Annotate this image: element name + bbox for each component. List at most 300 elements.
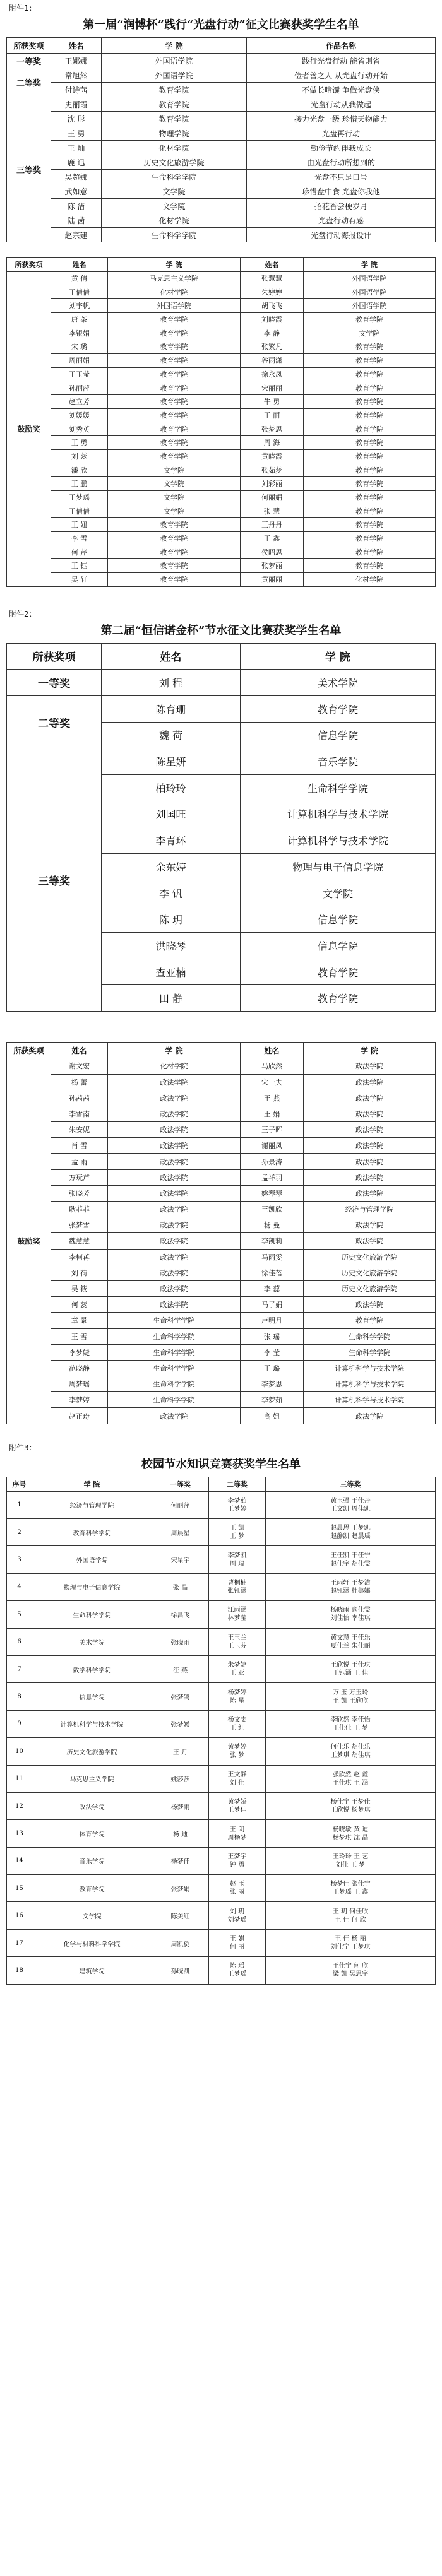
student-name: 李梦婕 bbox=[51, 1344, 108, 1360]
table-row bbox=[7, 213, 436, 228]
student-name: 李 雪 bbox=[51, 531, 108, 545]
student-name: 魏慧慧 bbox=[51, 1233, 108, 1249]
college-name: 文学院 bbox=[241, 880, 436, 906]
header-work: 作品名称 bbox=[247, 38, 436, 54]
college-name: 政法学院 bbox=[304, 1122, 436, 1138]
student-name: 钟 勇 bbox=[229, 1861, 245, 1869]
college-name: 美术学院 bbox=[32, 1628, 152, 1655]
table-row bbox=[7, 326, 436, 340]
student-name: 王佳琪 王 涵 bbox=[332, 1779, 369, 1787]
row-number: 5 bbox=[7, 1601, 32, 1628]
first-prize-name: 周凯旋 bbox=[152, 1929, 209, 1956]
college-name: 政法学院 bbox=[108, 1408, 241, 1424]
student-name: 李柯苒 bbox=[51, 1249, 108, 1265]
third-prize-names bbox=[266, 1738, 436, 1765]
student-name: 李银娟 bbox=[51, 326, 108, 340]
student-name: 王梦琪 胡佳琪 bbox=[330, 1752, 371, 1759]
college-name: 教育学院 bbox=[304, 367, 436, 381]
work-title: 光盘不只是口号 bbox=[247, 170, 436, 184]
student-name: 刘媛媛 bbox=[51, 408, 108, 422]
student-name: 王 钰 bbox=[51, 559, 108, 573]
college-name: 生命科学学院 bbox=[304, 1328, 436, 1344]
student-name: 肖 雪 bbox=[51, 1138, 108, 1154]
college-name: 教育学院 bbox=[108, 559, 241, 573]
row-number: 6 bbox=[7, 1628, 32, 1655]
table-row bbox=[7, 1313, 436, 1328]
student-name: 王 璐 bbox=[241, 1360, 304, 1376]
row-number: 1 bbox=[7, 1491, 32, 1518]
third-prize-names bbox=[266, 1957, 436, 1984]
award-cell: 鼓励奖 bbox=[7, 1058, 51, 1424]
table-row bbox=[7, 340, 436, 354]
third-prize-names bbox=[266, 1765, 436, 1792]
student-name: 李雪南 bbox=[51, 1106, 108, 1121]
table-row bbox=[7, 490, 436, 504]
college-name: 教育学院 bbox=[108, 353, 241, 367]
second-prize-names bbox=[209, 1683, 266, 1710]
college-name: 美术学院 bbox=[241, 670, 436, 696]
table-row bbox=[7, 184, 436, 199]
student-name: 陈 洁 bbox=[51, 199, 102, 213]
student-name: 刘佳 王 梦 bbox=[335, 1861, 366, 1869]
college-name: 教育学院 bbox=[241, 959, 436, 985]
third-prize-names bbox=[266, 1683, 436, 1710]
header-third: 三等奖 bbox=[266, 1477, 436, 1491]
table-row bbox=[7, 1169, 436, 1185]
student-name: 卢明月 bbox=[241, 1313, 304, 1328]
student-name: 刘 玥 bbox=[229, 1908, 245, 1915]
student-name: 鹿 迅 bbox=[51, 155, 102, 170]
table-row bbox=[7, 1491, 436, 1518]
student-name: 王丹丹 bbox=[241, 518, 304, 532]
college-name: 教育学院 bbox=[304, 312, 436, 326]
second-prize-names bbox=[209, 1738, 266, 1765]
table-row bbox=[7, 1392, 436, 1408]
student-name: 王倩倩 bbox=[51, 504, 108, 518]
student-name: 杨 曼 bbox=[241, 1217, 304, 1233]
student-name: 潘 欣 bbox=[51, 463, 108, 477]
student-name: 王 梦 bbox=[229, 1533, 245, 1540]
row-number: 18 bbox=[7, 1957, 32, 1984]
student-name: 王 凯 王欣欣 bbox=[332, 1697, 369, 1705]
student-name: 吴超娜 bbox=[51, 170, 102, 184]
table-row bbox=[7, 1106, 436, 1121]
student-name: 陈 瑶 bbox=[229, 1963, 245, 1970]
header-award: 所获奖项 bbox=[7, 643, 102, 670]
first-prize-name: 陈美红 bbox=[152, 1902, 209, 1929]
student-name: 孙茜茜 bbox=[51, 1090, 108, 1106]
college-name: 文学院 bbox=[108, 504, 241, 518]
college-name: 教育学院 bbox=[304, 518, 436, 532]
college-name: 外国语学院 bbox=[102, 54, 247, 68]
student-name: 李欣然 李佳怡 bbox=[330, 1716, 371, 1723]
college-name: 历史文化旅游学院 bbox=[32, 1738, 152, 1765]
table-row bbox=[7, 670, 436, 696]
row-number: 17 bbox=[7, 1929, 32, 1956]
third-prize-names bbox=[266, 1628, 436, 1655]
table-row bbox=[7, 477, 436, 491]
college-name: 政法学院 bbox=[304, 1138, 436, 1154]
college-name: 生命科学学院 bbox=[108, 1360, 241, 1376]
table-row bbox=[7, 408, 436, 422]
student-name: 朱安妮 bbox=[51, 1122, 108, 1138]
student-name: 马子娟 bbox=[241, 1297, 304, 1313]
student-name: 王梦瑶 bbox=[227, 1971, 247, 1978]
student-name: 刘国旺 bbox=[102, 801, 241, 827]
student-name: 王 朗 bbox=[229, 1826, 245, 1833]
college-name: 政法学院 bbox=[304, 1106, 436, 1121]
student-name: 李凯莉 bbox=[241, 1233, 304, 1249]
header-college: 学 院 bbox=[241, 643, 436, 670]
student-name: 李梦茹 bbox=[227, 1497, 247, 1504]
student-name: 赵宗建 bbox=[51, 228, 102, 242]
table-row bbox=[7, 504, 436, 518]
college-name: 化学与材料科学学院 bbox=[32, 1929, 152, 1956]
award-cell: 二等奖 bbox=[7, 695, 102, 748]
attachment-label-3: 附件3： bbox=[9, 1443, 37, 1452]
college-name: 音乐学院 bbox=[32, 1847, 152, 1874]
student-name: 杨 蕾 bbox=[51, 1074, 108, 1090]
college-name: 历史文化旅游学院 bbox=[304, 1265, 436, 1280]
college-name: 计算机科学与技术学院 bbox=[241, 801, 436, 827]
student-name: 范晓静 bbox=[51, 1360, 108, 1376]
second-prize-names bbox=[209, 1628, 266, 1655]
row-number: 11 bbox=[7, 1765, 32, 1792]
college-name: 教育学院 bbox=[304, 353, 436, 367]
college-name: 政法学院 bbox=[108, 1074, 241, 1090]
essay-award-table-1 bbox=[6, 37, 436, 242]
student-name: 李 静 bbox=[241, 326, 304, 340]
student-name: 李梦凯 bbox=[227, 1552, 247, 1559]
student-name: 王梦婷 bbox=[227, 1505, 247, 1513]
college-name: 教育学院 bbox=[304, 394, 436, 408]
student-name: 刘 荷 bbox=[51, 1265, 108, 1280]
section-title-1: 第一届“润博杯”践行“光盘行动”征文比赛获奖学生名单 bbox=[83, 18, 359, 32]
water-essay-table bbox=[6, 643, 436, 1012]
student-name: 王佳佳 王 梦 bbox=[332, 1724, 369, 1732]
table-row bbox=[7, 353, 436, 367]
quiz-award-table bbox=[6, 1477, 436, 1985]
college-name: 物理学院 bbox=[102, 126, 247, 141]
student-name: 周 瑞 bbox=[229, 1560, 245, 1568]
college-name: 外国语学院 bbox=[102, 68, 247, 83]
student-name: 张 梦 bbox=[229, 1752, 245, 1759]
table-row bbox=[7, 1217, 436, 1233]
header-award: 所获奖项 bbox=[7, 258, 51, 272]
college-name: 文学院 bbox=[304, 326, 436, 340]
college-name: 教育学院 bbox=[304, 463, 436, 477]
second-prize-names bbox=[209, 1957, 266, 1984]
college-name: 生命科学学院 bbox=[32, 1601, 152, 1628]
student-name: 张慧慧 bbox=[241, 271, 304, 285]
student-name: 王 玥 何佳欣 bbox=[332, 1908, 369, 1915]
row-number: 9 bbox=[7, 1710, 32, 1737]
student-name: 张 丽 bbox=[229, 1889, 245, 1896]
header-college: 学 院 bbox=[108, 258, 241, 272]
student-name: 吴 轩 bbox=[51, 572, 108, 586]
college-name: 化材学院 bbox=[108, 1058, 241, 1074]
college-name: 政法学院 bbox=[304, 1058, 436, 1074]
award-cell: 一等奖 bbox=[7, 54, 51, 68]
college-name: 教育学院 bbox=[108, 312, 241, 326]
student-name: 王 勇 bbox=[51, 126, 102, 141]
award-cell: 二等奖 bbox=[7, 68, 51, 97]
table-row bbox=[7, 1683, 436, 1710]
college-name: 教育学院 bbox=[108, 394, 241, 408]
student-name: 杨晓敏 黄 迪 bbox=[332, 1826, 369, 1833]
first-prize-name: 宋星宇 bbox=[152, 1546, 209, 1573]
table-row bbox=[7, 1929, 436, 1956]
student-name: 杨文雯 bbox=[227, 1716, 247, 1723]
table-row bbox=[7, 1297, 436, 1313]
table-row bbox=[7, 1601, 436, 1628]
work-title: 不做长啃馕 争做光盘侠 bbox=[247, 83, 436, 97]
college-name: 政法学院 bbox=[32, 1792, 152, 1819]
student-name: 张茹梦 bbox=[241, 463, 304, 477]
encouragement-table-1 bbox=[6, 257, 436, 587]
header-name: 姓名 bbox=[102, 643, 241, 670]
college-name: 生命科学学院 bbox=[102, 170, 247, 184]
student-name: 刘宇帆 bbox=[51, 299, 108, 313]
student-name: 李梦茹 bbox=[241, 1392, 304, 1408]
table-row bbox=[7, 435, 436, 449]
student-name: 王玲玲 王 艺 bbox=[332, 1853, 369, 1860]
table-row bbox=[7, 394, 436, 408]
student-name: 徐永凤 bbox=[241, 367, 304, 381]
college-name: 政法学院 bbox=[108, 1138, 241, 1154]
header-first: 一等奖 bbox=[152, 1477, 209, 1491]
first-prize-name: 孙晓凯 bbox=[152, 1957, 209, 1984]
first-prize-name: 杨梦佳 bbox=[152, 1847, 209, 1874]
college-name: 信息学院 bbox=[241, 933, 436, 959]
row-number: 13 bbox=[7, 1820, 32, 1847]
table-row bbox=[7, 68, 436, 83]
college-name: 政法学院 bbox=[108, 1106, 241, 1121]
third-prize-names bbox=[266, 1847, 436, 1874]
first-prize-name: 王 月 bbox=[152, 1738, 209, 1765]
college-name: 教育学院 bbox=[304, 504, 436, 518]
header-no: 序号 bbox=[7, 1477, 32, 1491]
row-number: 12 bbox=[7, 1792, 32, 1819]
student-name: 刘晓霞 bbox=[241, 312, 304, 326]
table-row bbox=[7, 1546, 436, 1573]
student-name: 黄梦娇 bbox=[227, 1799, 247, 1806]
student-name: 宋丽丽 bbox=[241, 381, 304, 395]
college-name: 政法学院 bbox=[108, 1090, 241, 1106]
row-number: 14 bbox=[7, 1847, 32, 1874]
college-name: 外国语学院 bbox=[108, 299, 241, 313]
student-name: 唐 茶 bbox=[51, 312, 108, 326]
college-name: 文学院 bbox=[102, 199, 247, 213]
college-name: 教育学院 bbox=[241, 985, 436, 1012]
table-row bbox=[7, 1154, 436, 1169]
student-name: 张晓芳 bbox=[51, 1185, 108, 1201]
student-name: 王 妞 bbox=[51, 518, 108, 532]
work-title: 勤俭节约伴我成长 bbox=[247, 141, 436, 155]
header-college: 学 院 bbox=[102, 38, 247, 54]
second-prize-names bbox=[209, 1546, 266, 1573]
student-name: 王佳凯 于佳宁 bbox=[330, 1552, 371, 1559]
college-name: 文学院 bbox=[108, 463, 241, 477]
student-name: 何丽娟 bbox=[241, 490, 304, 504]
college-name: 教育学院 bbox=[102, 83, 247, 97]
student-name: 王梦宇 bbox=[227, 1853, 247, 1860]
table-row bbox=[7, 695, 436, 722]
student-name: 杨梦琪 沈 晶 bbox=[332, 1834, 369, 1841]
third-prize-names bbox=[266, 1792, 436, 1819]
college-name: 生命科学学院 bbox=[108, 1344, 241, 1360]
first-prize-name: 张 晶 bbox=[152, 1573, 209, 1600]
attachment-label-1: 附件1： bbox=[9, 4, 37, 13]
row-number: 15 bbox=[7, 1875, 32, 1902]
first-prize-name: 张梦娟 bbox=[152, 1875, 209, 1902]
college-name: 计算机科学与技术学院 bbox=[304, 1360, 436, 1376]
college-name: 文学院 bbox=[108, 490, 241, 504]
college-name: 教育学院 bbox=[102, 112, 247, 126]
student-name: 陈育珊 bbox=[102, 695, 241, 722]
table-row bbox=[7, 299, 436, 313]
college-name: 化材学院 bbox=[304, 572, 436, 586]
student-name: 周丽娟 bbox=[51, 353, 108, 367]
table-header-row bbox=[7, 38, 436, 54]
table-row bbox=[7, 572, 436, 586]
student-name: 孟祥羽 bbox=[241, 1169, 304, 1185]
section-title-3: 校园节水知识竞赛获奖学生名单 bbox=[141, 1457, 301, 1471]
college-name: 教育学院 bbox=[304, 408, 436, 422]
table-row bbox=[7, 271, 436, 285]
student-name: 牛 勇 bbox=[241, 394, 304, 408]
student-name: 孙景涛 bbox=[241, 1154, 304, 1169]
work-title: 俭者善之人 从光盘行动开始 bbox=[247, 68, 436, 83]
student-name: 王 红 bbox=[229, 1724, 245, 1732]
table-row bbox=[7, 748, 436, 775]
student-name: 张 瑶 bbox=[241, 1328, 304, 1344]
student-name: 黄文慧 王佳乐 bbox=[330, 1634, 371, 1641]
table-row bbox=[7, 1185, 436, 1201]
college-name: 教育学院 bbox=[108, 545, 241, 559]
student-name: 王梦瑶 王 鑫 bbox=[332, 1889, 369, 1896]
student-name: 刘佳宁 王梦琪 bbox=[330, 1944, 371, 1951]
student-name: 杨晓雨 顾佳雯 bbox=[330, 1607, 371, 1614]
second-prize-names bbox=[209, 1875, 266, 1902]
student-name: 周 海 bbox=[241, 435, 304, 449]
work-title: 光盘行动海报设计 bbox=[247, 228, 436, 242]
row-number: 16 bbox=[7, 1902, 32, 1929]
student-name: 梁 凯 吴思宇 bbox=[332, 1971, 369, 1978]
student-name: 王 佳 杨 丽 bbox=[335, 1935, 366, 1943]
student-name: 李 钒 bbox=[102, 880, 241, 906]
first-prize-name: 何丽萍 bbox=[152, 1491, 209, 1518]
student-name: 王欣悦 王佳琪 bbox=[330, 1662, 371, 1669]
student-name: 王 勇 bbox=[51, 435, 108, 449]
table-row bbox=[7, 1074, 436, 1090]
college-name: 教育学院 bbox=[304, 531, 436, 545]
award-cell: 鼓励奖 bbox=[7, 271, 51, 586]
college-name: 文学院 bbox=[108, 477, 241, 491]
student-name: 周梦瑶 bbox=[51, 1376, 108, 1392]
college-name: 政法学院 bbox=[108, 1297, 241, 1313]
college-name: 生命科学学院 bbox=[241, 774, 436, 801]
student-name: 李 蕊 bbox=[241, 1280, 304, 1296]
student-name: 常旭然 bbox=[51, 68, 102, 83]
header-college-2: 学 院 bbox=[304, 258, 436, 272]
second-prize-names bbox=[209, 1655, 266, 1682]
table-row bbox=[7, 518, 436, 532]
second-prize-names bbox=[209, 1573, 266, 1600]
table-row bbox=[7, 422, 436, 436]
table-row bbox=[7, 1765, 436, 1792]
college-name: 教育学院 bbox=[108, 408, 241, 422]
table-row bbox=[7, 1710, 436, 1737]
student-name: 王娜娜 bbox=[51, 54, 102, 68]
table-row bbox=[7, 112, 436, 126]
attachment-label-2: 附件2： bbox=[9, 609, 37, 618]
student-name: 张钰涵 bbox=[227, 1587, 247, 1595]
header-name: 姓名 bbox=[51, 258, 108, 272]
college-name: 外国语学院 bbox=[32, 1546, 152, 1573]
table-row bbox=[7, 463, 436, 477]
student-name: 查亚楠 bbox=[102, 959, 241, 985]
header-name-2: 姓名 bbox=[241, 258, 304, 272]
college-name: 政法学院 bbox=[108, 1154, 241, 1169]
work-title: 由光盘行动所想到的 bbox=[247, 155, 436, 170]
third-prize-names bbox=[266, 1820, 436, 1847]
college-name: 外国语学院 bbox=[304, 271, 436, 285]
third-prize-names bbox=[266, 1875, 436, 1902]
student-name: 黄 倩 bbox=[51, 271, 108, 285]
college-name: 生命科学学院 bbox=[108, 1392, 241, 1408]
student-name: 谢丽凤 bbox=[241, 1138, 304, 1154]
table-row bbox=[7, 1820, 436, 1847]
header-name: 姓名 bbox=[51, 1043, 108, 1058]
third-prize-names bbox=[266, 1519, 436, 1546]
table-row bbox=[7, 1233, 436, 1249]
student-name: 吴 筱 bbox=[51, 1280, 108, 1296]
student-name: 宋一夫 bbox=[241, 1074, 304, 1090]
table-row bbox=[7, 97, 436, 112]
college-name: 信息学院 bbox=[241, 722, 436, 748]
table-row bbox=[7, 1122, 436, 1138]
table-row bbox=[7, 1265, 436, 1280]
student-name: 田 静 bbox=[102, 985, 241, 1012]
third-prize-names bbox=[266, 1929, 436, 1956]
student-name: 耿菲菲 bbox=[51, 1202, 108, 1217]
row-number: 2 bbox=[7, 1519, 32, 1546]
first-prize-name: 汪 燕 bbox=[152, 1655, 209, 1682]
student-name: 朱梦婕 bbox=[227, 1662, 247, 1669]
student-name: 孟 雨 bbox=[51, 1154, 108, 1169]
college-name: 教育学院 bbox=[304, 545, 436, 559]
college-name: 政法学院 bbox=[108, 1169, 241, 1185]
table-header-row bbox=[7, 643, 436, 670]
student-name: 刘 蕊 bbox=[51, 449, 108, 463]
college-name: 教育学院 bbox=[304, 381, 436, 395]
student-name: 王欣悦 杨梦琪 bbox=[330, 1807, 371, 1814]
student-name: 王玉芬 bbox=[227, 1642, 247, 1650]
header-award: 所获奖项 bbox=[7, 38, 51, 54]
college-name: 教育学院 bbox=[304, 490, 436, 504]
student-name: 张梦雪 bbox=[51, 1217, 108, 1233]
student-name: 王子晖 bbox=[241, 1122, 304, 1138]
college-name: 信息学院 bbox=[241, 906, 436, 933]
work-title: 光盘行动有感 bbox=[247, 213, 436, 228]
award-cell: 三等奖 bbox=[7, 748, 102, 1012]
college-name: 化材学院 bbox=[108, 285, 241, 299]
college-name: 教育学院 bbox=[241, 695, 436, 722]
student-name: 陆 茜 bbox=[51, 213, 102, 228]
student-name: 何佳乐 胡佳乐 bbox=[330, 1744, 371, 1751]
student-name: 王 雪 bbox=[51, 1328, 108, 1344]
